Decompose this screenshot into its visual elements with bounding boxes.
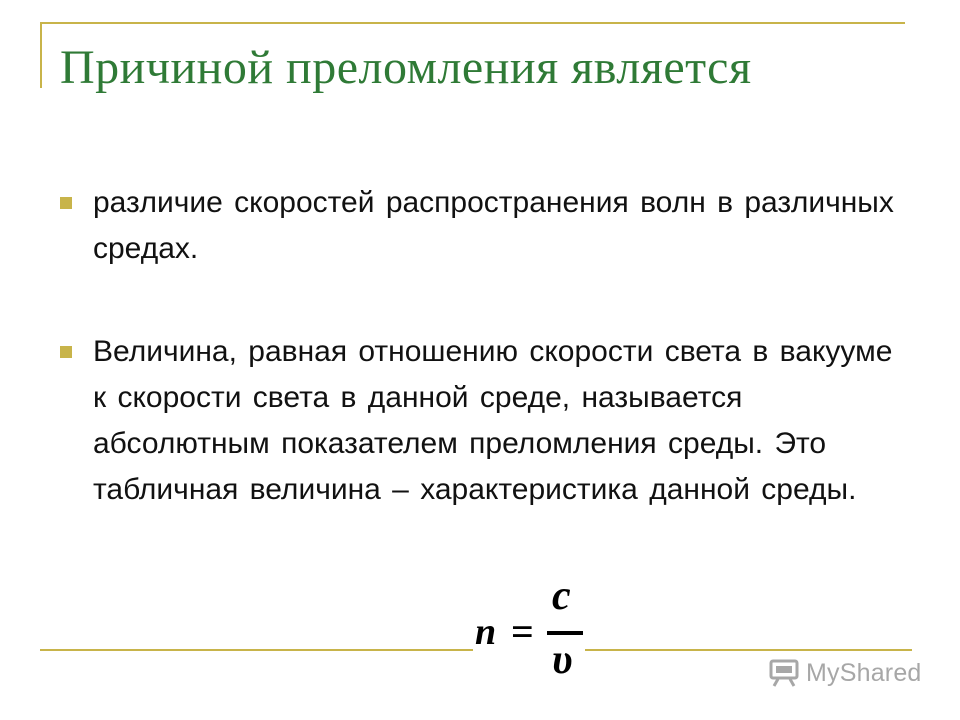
slide-title: Причиной преломления является — [60, 41, 752, 94]
formula-lhs: n — [475, 611, 497, 653]
presentation-icon — [768, 658, 802, 688]
bullet-text: Величина, равная отношению скорости света в вакууме к скорости света в данной среде, называется абсолютным показателем преломления среды. Это табличная величина – характеристика данной среды. — [93, 335, 893, 506]
frame-line-top — [40, 22, 905, 24]
fraction-bar — [547, 631, 583, 635]
bullet-list — [60, 180, 900, 513]
formula-denominator: υ — [552, 637, 573, 683]
refraction-index-formula — [473, 573, 585, 686]
frame-line-left — [40, 22, 42, 88]
bullet-square-icon — [60, 346, 72, 358]
bullet-text: различие скоростей распространения волн в различных средах. — [93, 186, 894, 265]
bullet-square-icon — [60, 197, 72, 209]
watermark — [768, 655, 922, 691]
bullet-item — [60, 329, 900, 513]
watermark-text: MyShared — [806, 658, 922, 687]
formula-equals: = — [511, 609, 534, 654]
formula-numerator: c — [552, 573, 571, 619]
bullet-item — [60, 180, 900, 272]
